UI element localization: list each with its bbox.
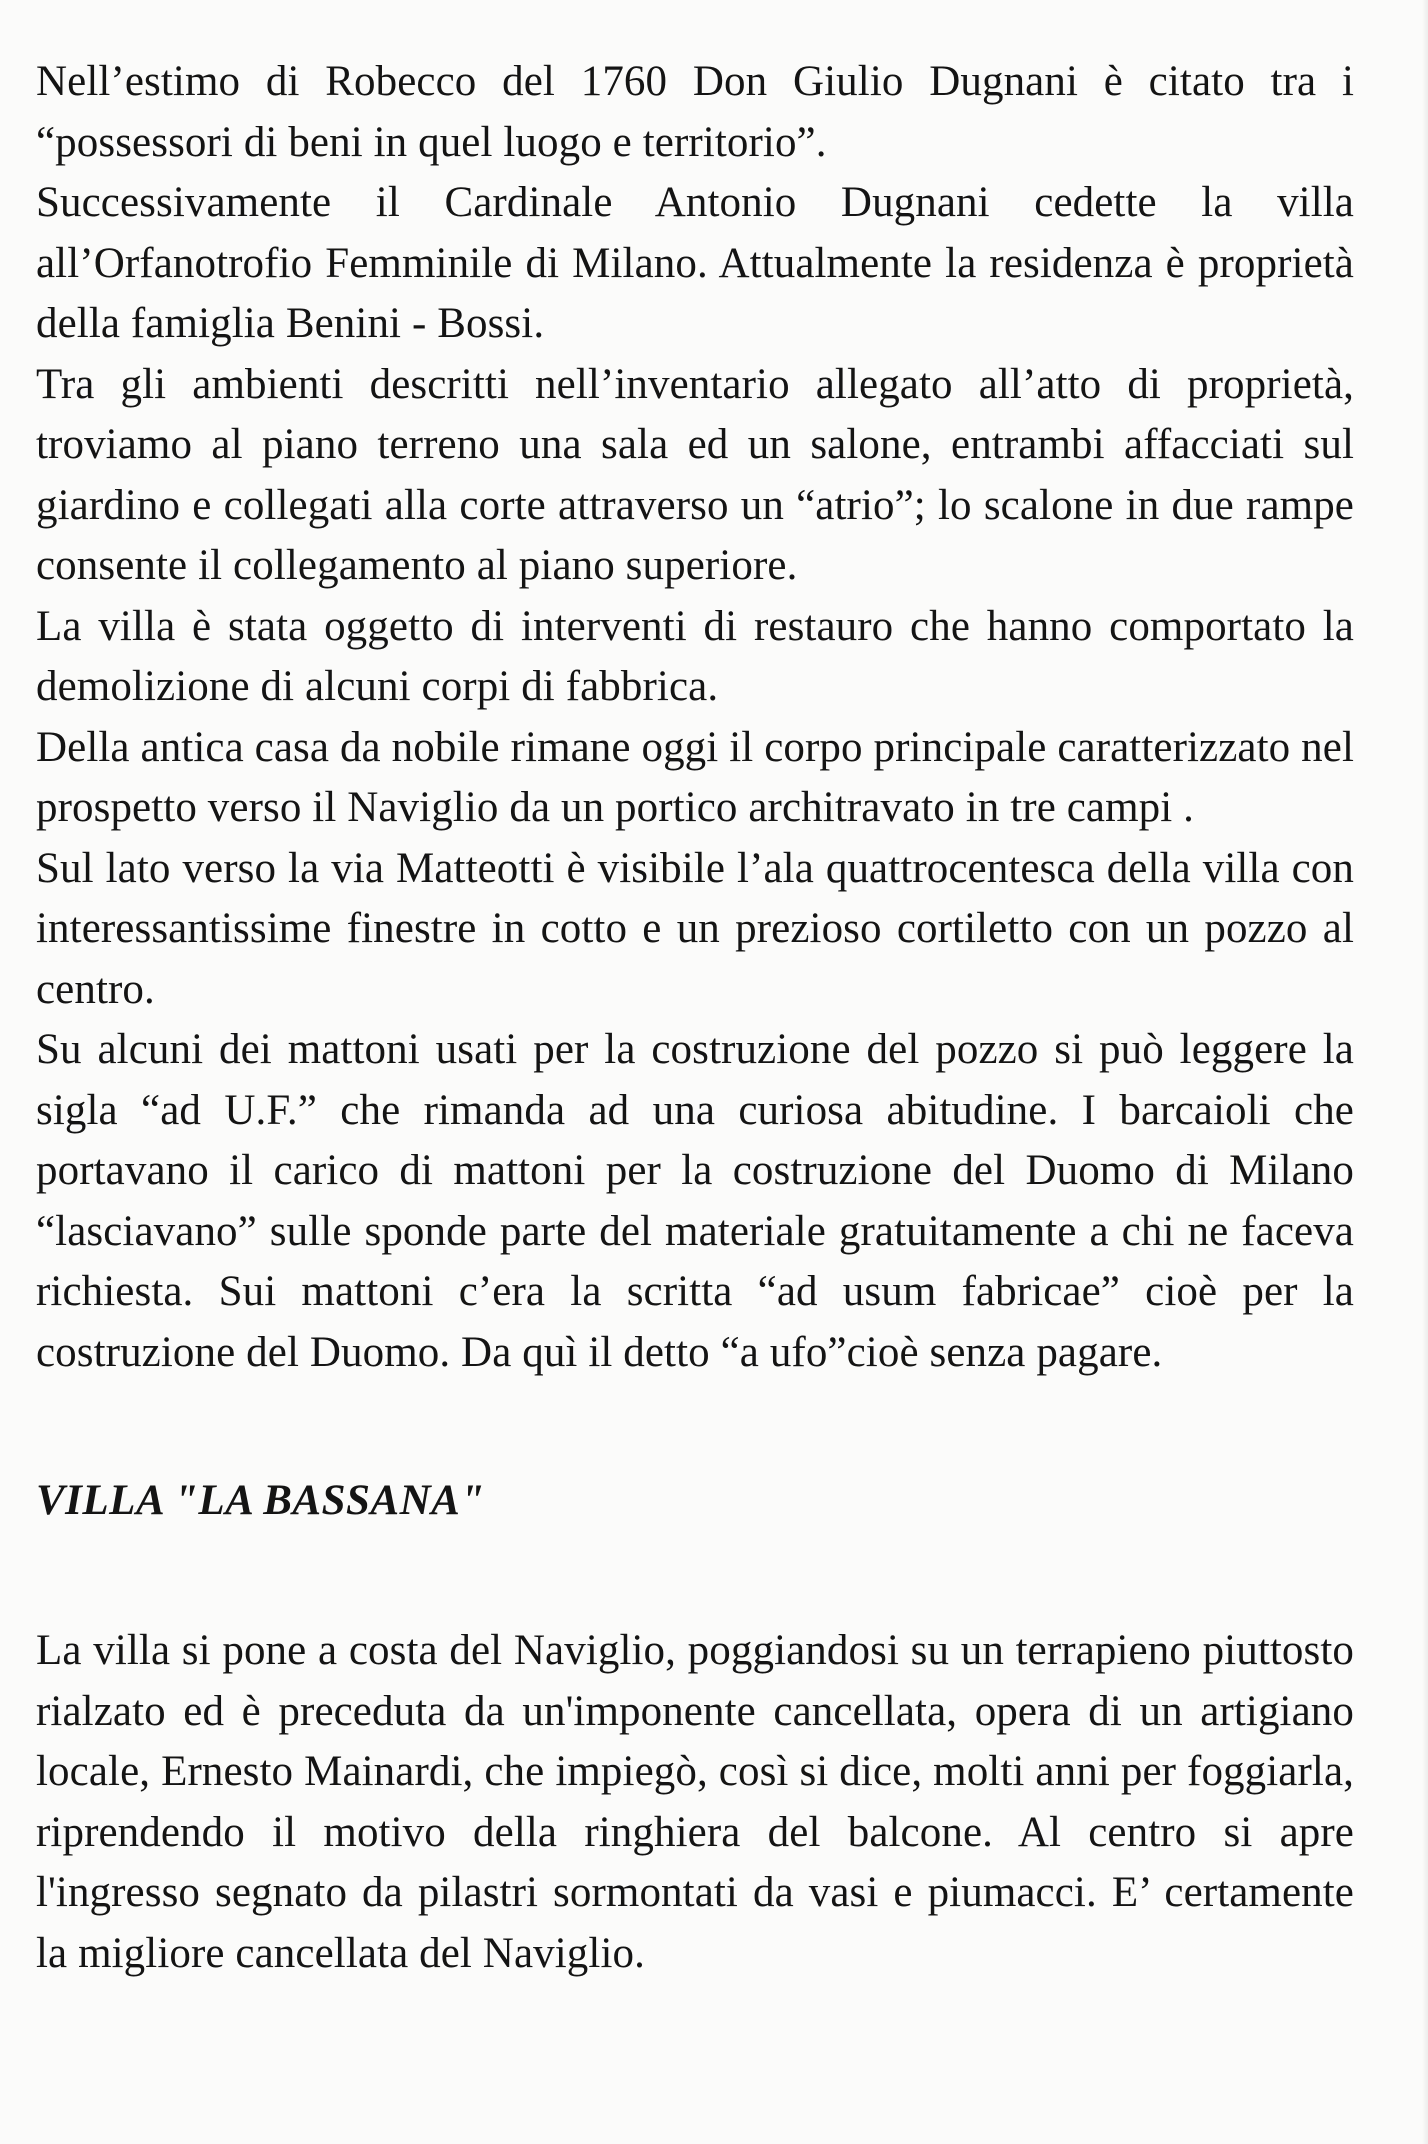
page-edge-shadow xyxy=(1422,0,1428,2144)
document-page xyxy=(36,52,1354,1984)
paragraph-restauro: La villa è stata oggetto di interventi di restauro che hanno comportato la demolizione di alcuni corpi di fabbrica. xyxy=(36,602,1354,710)
paragraph-estimo: Nell’estimo di Robecco del 1760 Don Giulio Dugnani è citato tra i “possessori di beni in quel luogo e territorio”. xyxy=(36,58,1354,166)
paragraph-bassana: La villa si pone a costa del Naviglio, poggiandosi su un terrapieno piuttosto rialzato ed è preceduta da un'imponente cancellata, opera di un artigiano locale, Ernesto Mainardi, che impiegò, così si dice, molti anni per foggiarla, riprendendo il motivo della ringhiera del balcone. Al centro si apre l'ingresso segnato da pilastri sormontati da vasi e piumacci. E’ certamente la migliore cancellata del Naviglio. xyxy=(36,1627,1354,1977)
section-heading: VILLA "LA BASSANA" xyxy=(36,1477,485,1524)
paragraph-ala-quattrocentesca: Sul lato verso la via Matteotti è visibile l’ala quattrocentesca della villa con interessantissime finestre in cotto e un prezioso cortiletto con un pozzo al centro. xyxy=(36,844,1354,1013)
paragraph-inventario: Tra gli ambienti descritti nell’inventario allegato all’atto di proprietà, troviamo al piano terreno una sala ed un salone, entrambi affacciati sul giardino e collegati alla corte attraverso un “atrio”; lo scalone in due rampe consente il collegamento al piano superiore. xyxy=(36,360,1354,589)
paragraph-orfanotrofio: Successivamente il Cardinale Antonio Dugnani cedette la villa all’Orfanotrofio Femminile di Milano. Attualmente la residenza è proprietà della famiglia Benini - Bossi. xyxy=(36,179,1354,347)
paragraph-pozzo: Su alcuni dei mattoni usati per la costruzione del pozzo si può leggere la sigla “ad U.F.” che rimanda ad una curiosa abitudine. I barcaioli che portavano il carico di mattoni per la costruzione del Duomo di Milano “lasciavano” sulle sponde parte del materiale gratuitamente a chi ne faceva richiesta. Sui mattoni c’era la scritta “ad usum fabricae” cioè per la costruzione del Duomo. Da quì il detto “a ufo”cioè senza pagare. xyxy=(36,1026,1354,1376)
paragraph-casa-nobile: Della antica casa da nobile rimane oggi il corpo principale caratterizzato nel prospetto verso il Naviglio da un portico architravato in tre campi . xyxy=(36,723,1354,831)
